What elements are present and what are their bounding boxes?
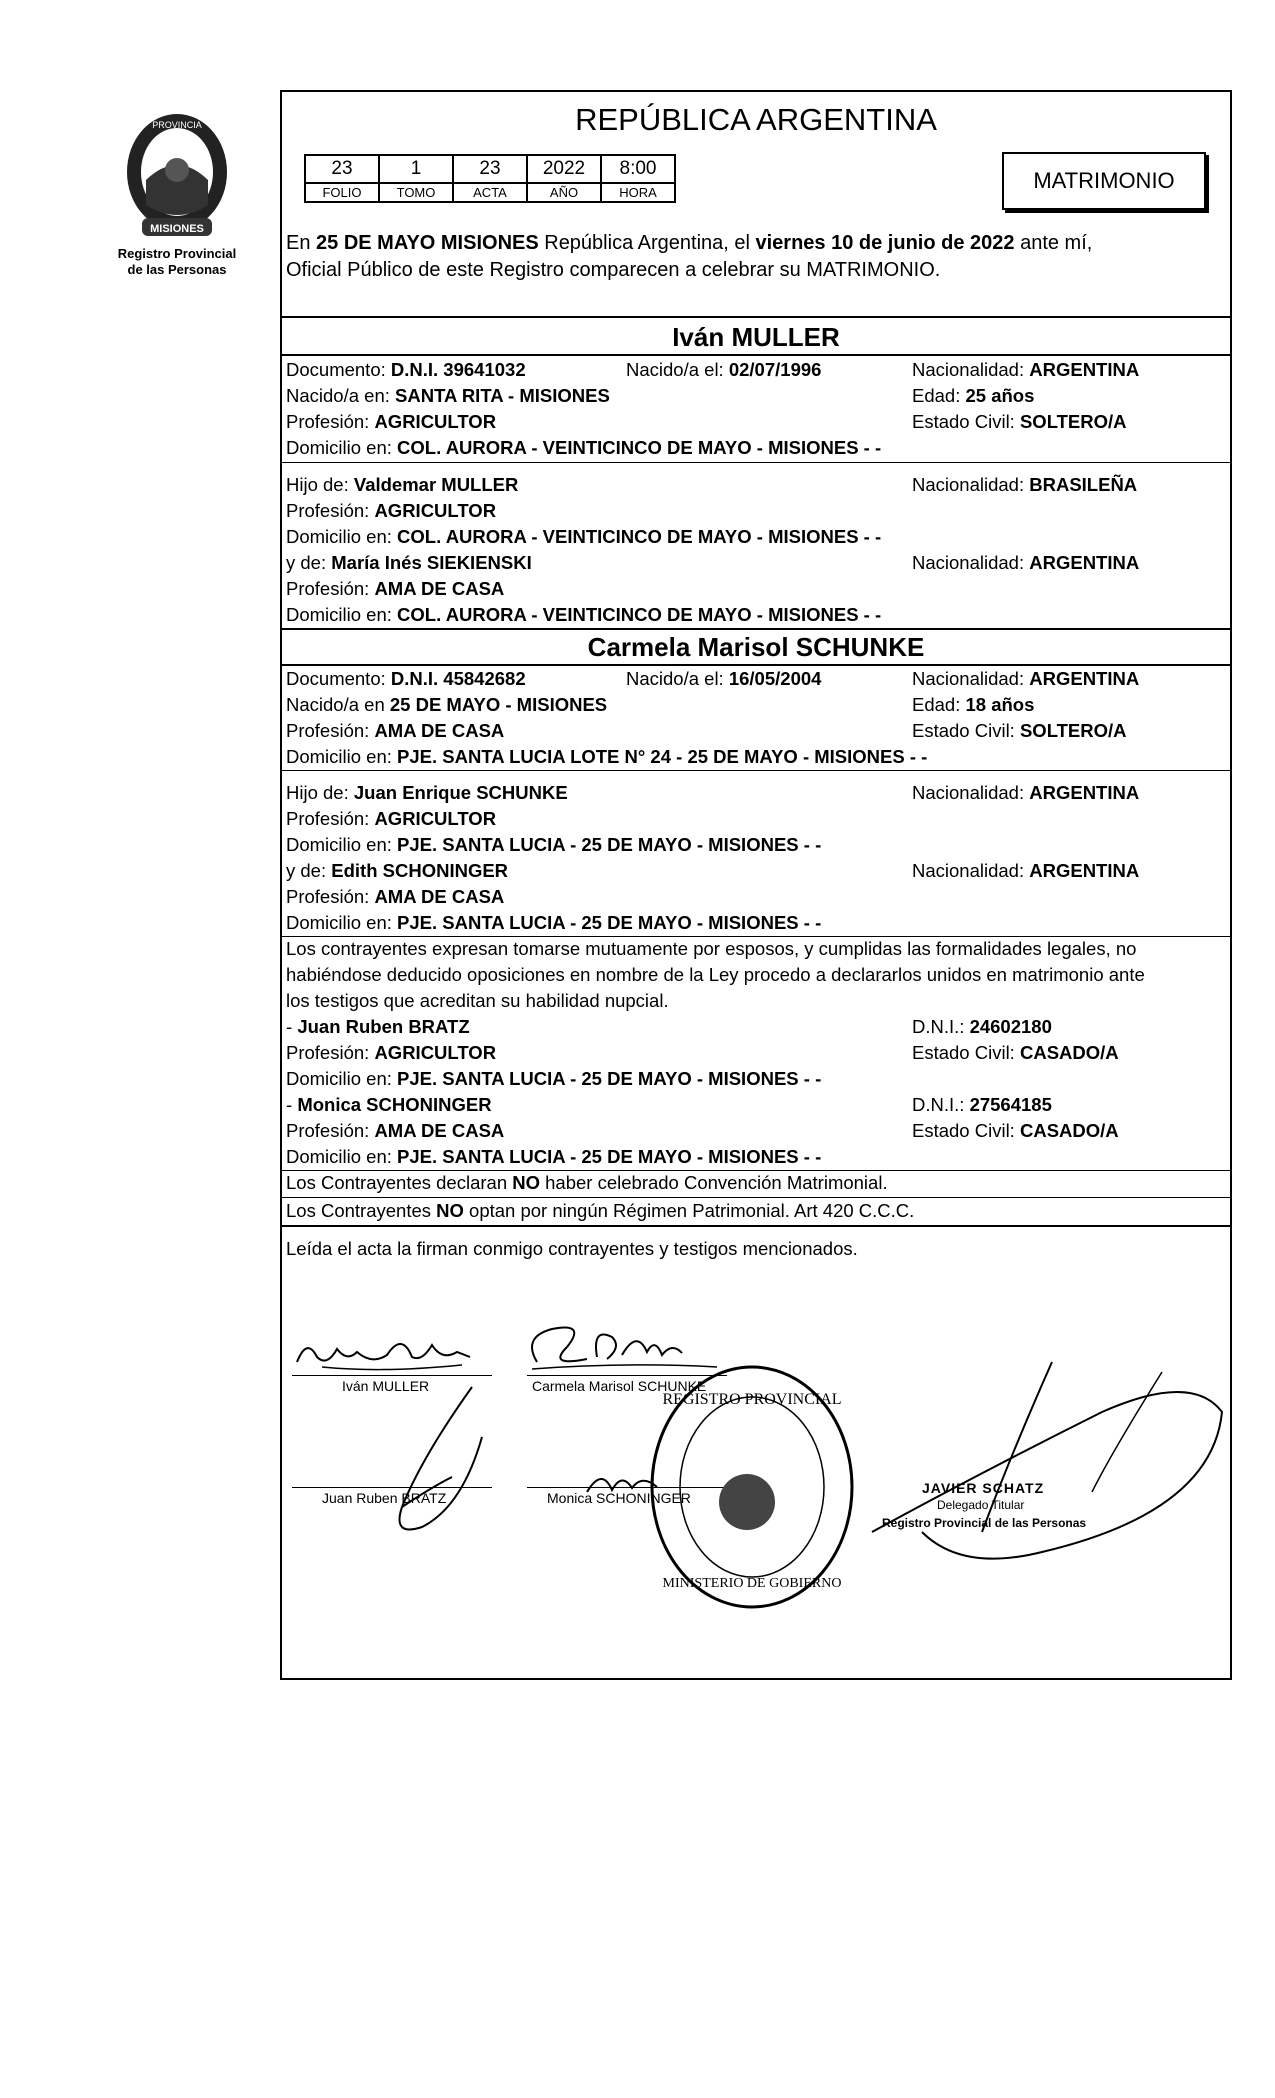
regime-text: Los Contrayentes xyxy=(286,1200,437,1221)
bride-row-2 xyxy=(286,692,1226,718)
intro-paragraph xyxy=(286,230,1226,284)
bride-father-prof-row xyxy=(286,806,1226,832)
bullet: - xyxy=(286,1094,298,1115)
witness-2-prof-row xyxy=(286,1118,1226,1144)
label: Nacido/a en: xyxy=(286,385,390,406)
closing-text: Leída el acta la firman conmigo contrayentes y testigos mencionados. xyxy=(286,1238,858,1259)
label: y de: xyxy=(286,552,327,573)
label: Edad: xyxy=(912,694,961,715)
intro-text-2: República Argentina, el xyxy=(538,232,756,254)
bride-mother: Edith SCHONINGER xyxy=(331,860,509,881)
intro-text-3: ante mí, xyxy=(1014,232,1093,254)
witness-1-dni: 24602180 xyxy=(969,1016,1052,1037)
official-signature-icon xyxy=(862,1332,1232,1582)
label: Domicilio en: xyxy=(286,1146,392,1167)
label: D.N.I.: xyxy=(912,1094,965,1115)
label: Nacionalidad: xyxy=(912,359,1025,380)
bride-name: Carmela Marisol SCHUNKE xyxy=(587,632,925,662)
official-office: Registro Provincial de las Personas xyxy=(882,1516,1087,1530)
intro-place: 25 DE MAYO MISIONES xyxy=(316,232,539,254)
declaration-paragraph xyxy=(286,936,1226,1014)
convention-text: Los Contrayentes declaran xyxy=(286,1172,513,1193)
witness-1-signature-name: Juan Ruben BRATZ xyxy=(322,1490,447,1506)
signature-line xyxy=(292,1487,492,1488)
label: Nacionalidad: xyxy=(912,668,1025,689)
bride-father-address: PJE. SANTA LUCIA - 25 DE MAYO - MISIONES - - xyxy=(397,834,822,855)
groom-profession: AGRICULTOR xyxy=(374,411,497,432)
label: Domicilio en: xyxy=(286,912,392,933)
bride-mother-nationality: ARGENTINA xyxy=(1029,860,1140,881)
page-title: REPÚBLICA ARGENTINA xyxy=(575,102,937,137)
label: Nacido/a el: xyxy=(626,359,724,380)
groom-birthdate: 02/07/1996 xyxy=(728,359,822,380)
groom-mother-profession: AMA DE CASA xyxy=(374,578,505,599)
bride-mother-row xyxy=(286,858,1226,884)
anio-value: 2022 xyxy=(527,155,601,183)
witness-2-dni: 27564185 xyxy=(969,1094,1052,1115)
bride-nationality: ARGENTINA xyxy=(1029,668,1140,689)
intro-date: viernes 10 de junio de 2022 xyxy=(755,232,1015,254)
label: Domicilio en: xyxy=(286,1068,392,1089)
groom-father-nationality: BRASILEÑA xyxy=(1029,474,1138,495)
label: Documento: xyxy=(286,359,386,380)
groom-mother: María Inés SIEKIENSKI xyxy=(331,552,532,573)
label: Edad: xyxy=(912,385,961,406)
bride-mother-profession: AMA DE CASA xyxy=(374,886,505,907)
label: Profesión: xyxy=(286,1042,370,1063)
declaration-line: los testigos que acreditan su habilidad nupcial. xyxy=(286,990,669,1011)
label: y de: xyxy=(286,860,327,881)
bride-mother-prof-row xyxy=(286,884,1226,910)
divider xyxy=(282,770,1230,771)
witness-1-signature-icon xyxy=(362,1377,502,1557)
certificate-frame xyxy=(280,90,1232,1680)
witness-2-profession: AMA DE CASA xyxy=(374,1120,505,1141)
label: Profesión: xyxy=(286,578,370,599)
witness-1-prof-row xyxy=(286,1040,1226,1066)
label: Profesión: xyxy=(286,808,370,829)
witness-2-address: PJE. SANTA LUCIA - 25 DE MAYO - MISIONES - - xyxy=(397,1146,822,1167)
official-title: Delegado Titular xyxy=(937,1498,1025,1512)
convention-no: NO xyxy=(512,1172,540,1193)
groom-father-dom-row xyxy=(286,524,1226,550)
bride-birthplace: 25 DE MAYO - MISIONES xyxy=(389,694,608,715)
label: Nacido/a el: xyxy=(626,668,724,689)
groom-mother-nationality: ARGENTINA xyxy=(1029,552,1140,573)
label: Nacionalidad: xyxy=(912,782,1025,803)
svg-text:PROVINCIA: PROVINCIA xyxy=(152,120,202,130)
signature-line xyxy=(292,1375,492,1376)
divider xyxy=(282,354,1230,356)
divider xyxy=(282,1225,1230,1227)
groom-mother-row xyxy=(286,550,1226,576)
bride-mother-address: PJE. SANTA LUCIA - 25 DE MAYO - MISIONES - - xyxy=(397,912,822,933)
groom-address: COL. AURORA - VEINTICINCO DE MAYO - MISIONES - - xyxy=(397,437,882,458)
divider xyxy=(282,316,1230,318)
label: Hijo de: xyxy=(286,474,349,495)
declaration-line: Los contrayentes expresan tomarse mutuamente por esposos, y cumplidas las formalidades legales, no xyxy=(286,938,1137,959)
bride-row-1 xyxy=(286,666,1226,692)
label: Nacionalidad: xyxy=(912,552,1025,573)
label: Profesión: xyxy=(286,720,370,741)
witness-1-address: PJE. SANTA LUCIA - 25 DE MAYO - MISIONES - - xyxy=(397,1068,822,1089)
label: Nacido/a en xyxy=(286,694,385,715)
regime-row xyxy=(286,1198,1226,1224)
bride-row-4 xyxy=(286,744,1226,770)
witness-1-profession: AGRICULTOR xyxy=(374,1042,497,1063)
bride-father-nationality: ARGENTINA xyxy=(1029,782,1140,803)
label: Profesión: xyxy=(286,500,370,521)
hora-value: 8:00 xyxy=(601,155,675,183)
groom-father-address: COL. AURORA - VEINTICINCO DE MAYO - MISIONES - - xyxy=(397,526,882,547)
reference-table xyxy=(304,154,676,203)
witness-1-dom-row xyxy=(286,1066,1226,1092)
label: Profesión: xyxy=(286,886,370,907)
groom-mother-dom-row xyxy=(286,602,1226,628)
groom-row-2 xyxy=(286,383,1226,409)
convention-text: haber celebrado Convención Matrimonial. xyxy=(540,1172,888,1193)
intro-text-1: En xyxy=(286,232,317,254)
bullet: - xyxy=(286,1016,298,1037)
groom-father-row xyxy=(286,472,1226,498)
groom-row-1 xyxy=(286,357,1226,383)
convention-row xyxy=(286,1170,1226,1196)
hora-label: HORA xyxy=(601,183,675,202)
groom-signature-name: Iván MULLER xyxy=(342,1378,430,1394)
label: Domicilio en: xyxy=(286,437,392,458)
groom-row-3 xyxy=(286,409,1226,435)
registry-logo xyxy=(112,110,242,277)
provincial-shield-icon xyxy=(122,110,232,245)
groom-mother-prof-row xyxy=(286,576,1226,602)
bride-mother-dom-row xyxy=(286,910,1226,936)
label: Documento: xyxy=(286,668,386,689)
document-type-box: MATRIMONIO xyxy=(1002,152,1206,210)
official-seal-icon xyxy=(647,1362,857,1612)
witness-2-status: CASADO/A xyxy=(1019,1120,1119,1141)
groom-marital-status: SOLTERO/A xyxy=(1019,411,1127,432)
witness-2-dom-row xyxy=(286,1144,1226,1170)
label: Estado Civil: xyxy=(912,411,1015,432)
bride-father: Juan Enrique SCHUNKE xyxy=(353,782,568,803)
witness-2-name: Monica SCHONINGER xyxy=(297,1094,492,1115)
divider xyxy=(282,462,1230,463)
groom-father: Valdemar MULLER xyxy=(353,474,519,495)
bride-father-dom-row xyxy=(286,832,1226,858)
witness-2-signature-name: Monica SCHONINGER xyxy=(547,1490,691,1506)
label: Profesión: xyxy=(286,411,370,432)
anio-label: AÑO xyxy=(527,183,601,202)
bride-father-row xyxy=(286,780,1226,806)
folio-value: 23 xyxy=(305,155,379,183)
label: Profesión: xyxy=(286,1120,370,1141)
bride-profession: AMA DE CASA xyxy=(374,720,505,741)
witness-2-row xyxy=(286,1092,1226,1118)
groom-nationality: ARGENTINA xyxy=(1029,359,1140,380)
bride-father-profession: AGRICULTOR xyxy=(374,808,497,829)
official-name: JAVIER SCHATZ xyxy=(922,1480,1045,1496)
bride-dni: D.N.I. 45842682 xyxy=(390,668,526,689)
acta-value: 23 xyxy=(453,155,527,183)
witness-1-row xyxy=(286,1014,1226,1040)
svg-text:MISIONES: MISIONES xyxy=(150,223,204,235)
groom-birthplace: SANTA RITA - MISIONES xyxy=(395,385,610,406)
label: Hijo de: xyxy=(286,782,349,803)
witness-1-name: Juan Ruben BRATZ xyxy=(297,1016,470,1037)
witness-1-status: CASADO/A xyxy=(1019,1042,1119,1063)
groom-name: Iván MULLER xyxy=(672,322,840,352)
groom-dni: D.N.I. 39641032 xyxy=(390,359,526,380)
tomo-label: TOMO xyxy=(379,183,453,202)
groom-age: 25 años xyxy=(965,385,1035,406)
label: Estado Civil: xyxy=(912,1042,1015,1063)
acta-label: ACTA xyxy=(453,183,527,202)
divider xyxy=(282,628,1230,630)
folio-label: FOLIO xyxy=(305,183,379,202)
label: Domicilio en: xyxy=(286,526,392,547)
label: Estado Civil: xyxy=(912,720,1015,741)
bride-row-3 xyxy=(286,718,1226,744)
label: D.N.I.: xyxy=(912,1016,965,1037)
regime-no: NO xyxy=(436,1200,464,1221)
groom-signature-icon xyxy=(292,1327,492,1377)
regime-text: optan por ningún Régimen Patrimonial. Art 420 C.C.C. xyxy=(463,1200,915,1221)
bride-age: 18 años xyxy=(965,694,1035,715)
declaration-line: habiéndose deducido oposiciones en nombre de la Ley procedo a declararlos unidos en matrimonio ante xyxy=(286,964,1145,985)
bride-birthdate: 16/05/2004 xyxy=(728,668,822,689)
tomo-value: 1 xyxy=(379,155,453,183)
label: Domicilio en: xyxy=(286,834,392,855)
groom-mother-address: COL. AURORA - VEINTICINCO DE MAYO - MISIONES - - xyxy=(397,604,882,625)
label: Nacionalidad: xyxy=(912,860,1025,881)
label: Domicilio en: xyxy=(286,604,392,625)
svg-text:MINISTERIO DE GOBIERNO: MINISTERIO DE GOBIERNO xyxy=(662,1576,842,1591)
groom-row-4 xyxy=(286,435,1226,461)
groom-father-prof-row xyxy=(286,498,1226,524)
label: Nacionalidad: xyxy=(912,474,1025,495)
groom-father-profession: AGRICULTOR xyxy=(374,500,497,521)
bride-signature-name: Carmela Marisol SCHUNKE xyxy=(532,1378,707,1394)
bride-address: PJE. SANTA LUCIA LOTE N° 24 - 25 DE MAYO - MISIONES - - xyxy=(397,746,928,767)
logo-caption-2: de las Personas xyxy=(127,262,227,277)
logo-caption-1: Registro Provincial xyxy=(117,246,237,261)
svg-text:REGISTRO PROVINCIAL: REGISTRO PROVINCIAL xyxy=(662,1391,842,1408)
bride-marital-status: SOLTERO/A xyxy=(1019,720,1127,741)
label: Domicilio en: xyxy=(286,746,392,767)
label: Estado Civil: xyxy=(912,1120,1015,1141)
intro-line-2: Oficial Público de este Registro comparecen a celebrar su MATRIMONIO. xyxy=(286,259,941,281)
